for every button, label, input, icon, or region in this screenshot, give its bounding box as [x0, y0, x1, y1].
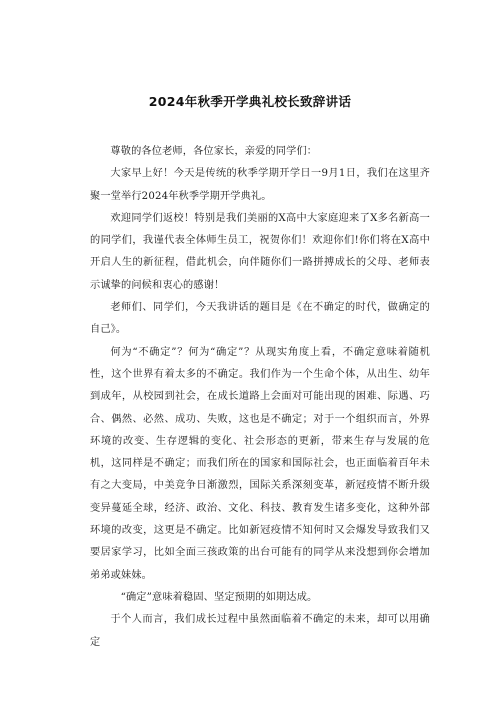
greeting-paragraph: 大家早上好！今天是传统的秋季学期开学日一9月1日，我们在这里齐聚一堂举行2024年秋季学期开学典礼。	[90, 168, 430, 202]
salutation-paragraph: 尊敬的各位老师，各位家长，亲爱的同学们：	[110, 146, 318, 157]
document-body	[90, 141, 430, 654]
uncertainty-paragraph: 何为“不确定”？何为“确定”？从现实角度上看，不确定意味着随机性，这个世界有着太多的不确定。我们作为一个生命个体，从出生、幼年到成年，从校园到社会，在成长道路上会面对可能出现的困难、际遇、巧合、偶然、必然、成功、失败，这也是不确定；对于一个组织而言，外界环境的改变、生存逻辑的变化、社会形态的更新，带来生存与发展的危机，这同样是不确定；而我们所在的国家和国际社会，也正面临着百年未有之大变局，中美竞争日渐激烈，国际关系深刻变革，新冠疫情不断升级变异蔓延全球，经济、政治、文化、科技、教育发生诸多变化，这种外部环境的改变，这更是不确定。比如新冠疫情不知何时又会爆发导致我们又要居家学习，比如全面三孩政策的出台可能有的同学从来没想到你会增加弟弟或妹妹。	[90, 346, 430, 581]
certainty-paragraph: “确定”意味着稳固、坚定预期的如期达成。	[120, 591, 318, 603]
document-title: 2024年秋季开学典礼校长致辞讲话	[148, 94, 352, 109]
welcome-paragraph: 欢迎同学们返校！特别是我们美丽的X高中大家庭迎来了X多名新高一的同学们，我谨代表全体师生员工，祝贺你们！欢迎你们!你们将在X高中开启人生的新征程，借此机会，向伴随你们一路拼搏成长的父母、老师表示诚挚的问候和衷心的感谢！	[90, 212, 430, 291]
topic-paragraph: 老师们、同学们，今天我讲话的题目是《在不确定的时代，做确定的自己》。	[90, 302, 430, 336]
individual-paragraph: 于个人而言，我们成长过程中虽然面临着不确定的未来，却可以用确定	[90, 614, 430, 648]
